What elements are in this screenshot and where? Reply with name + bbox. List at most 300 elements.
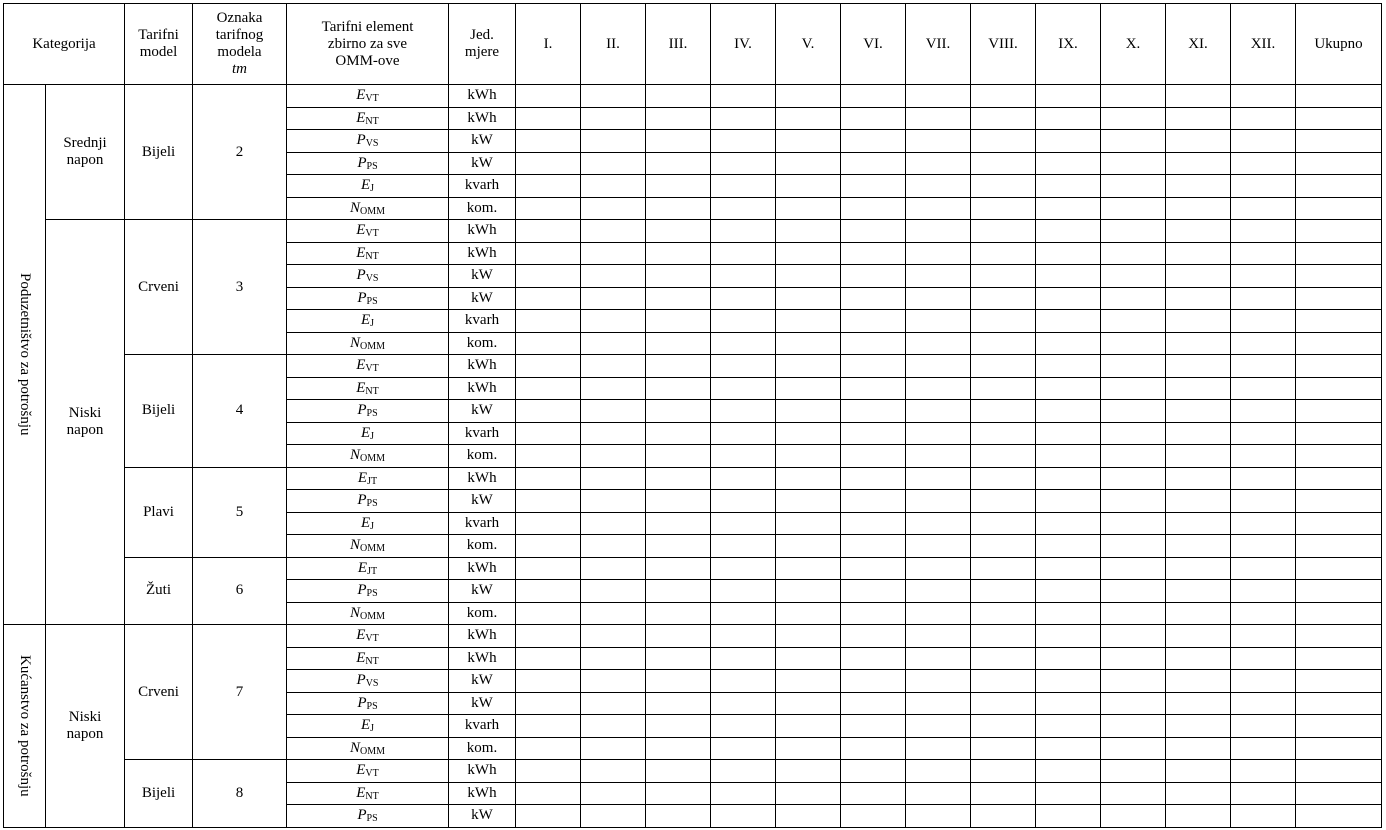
month-value-cell[interactable] <box>1231 692 1296 715</box>
month-value-cell[interactable] <box>711 332 776 355</box>
month-value-cell[interactable] <box>971 220 1036 243</box>
month-value-cell[interactable] <box>581 400 646 423</box>
month-value-cell[interactable] <box>1231 625 1296 648</box>
total-value-cell[interactable] <box>1296 400 1382 423</box>
month-value-cell[interactable] <box>711 580 776 603</box>
month-value-cell[interactable] <box>711 107 776 130</box>
month-value-cell[interactable] <box>971 400 1036 423</box>
month-value-cell[interactable] <box>646 782 711 805</box>
month-value-cell[interactable] <box>581 782 646 805</box>
month-value-cell[interactable] <box>841 647 906 670</box>
month-value-cell[interactable] <box>516 692 581 715</box>
month-value-cell[interactable] <box>971 422 1036 445</box>
month-value-cell[interactable] <box>971 377 1036 400</box>
month-value-cell[interactable] <box>1101 467 1166 490</box>
month-value-cell[interactable] <box>1101 692 1166 715</box>
total-value-cell[interactable] <box>1296 220 1382 243</box>
month-value-cell[interactable] <box>906 152 971 175</box>
month-value-cell[interactable] <box>1036 265 1101 288</box>
month-value-cell[interactable] <box>1036 625 1101 648</box>
month-value-cell[interactable] <box>581 220 646 243</box>
month-value-cell[interactable] <box>646 512 711 535</box>
month-value-cell[interactable] <box>581 580 646 603</box>
month-value-cell[interactable] <box>1101 715 1166 738</box>
total-value-cell[interactable] <box>1296 310 1382 333</box>
month-value-cell[interactable] <box>906 805 971 828</box>
month-value-cell[interactable] <box>1166 152 1231 175</box>
total-value-cell[interactable] <box>1296 580 1382 603</box>
month-value-cell[interactable] <box>1231 107 1296 130</box>
month-value-cell[interactable] <box>776 107 841 130</box>
month-value-cell[interactable] <box>971 490 1036 513</box>
month-value-cell[interactable] <box>516 625 581 648</box>
month-value-cell[interactable] <box>906 107 971 130</box>
month-value-cell[interactable] <box>841 197 906 220</box>
month-value-cell[interactable] <box>906 355 971 378</box>
month-value-cell[interactable] <box>646 737 711 760</box>
month-value-cell[interactable] <box>516 512 581 535</box>
month-value-cell[interactable] <box>646 85 711 108</box>
month-value-cell[interactable] <box>1231 242 1296 265</box>
month-value-cell[interactable] <box>646 107 711 130</box>
month-value-cell[interactable] <box>841 535 906 558</box>
month-value-cell[interactable] <box>776 130 841 153</box>
month-value-cell[interactable] <box>516 580 581 603</box>
month-value-cell[interactable] <box>1101 805 1166 828</box>
month-value-cell[interactable] <box>971 557 1036 580</box>
month-value-cell[interactable] <box>646 445 711 468</box>
month-value-cell[interactable] <box>776 467 841 490</box>
month-value-cell[interactable] <box>1101 220 1166 243</box>
month-value-cell[interactable] <box>971 445 1036 468</box>
month-value-cell[interactable] <box>1036 220 1101 243</box>
month-value-cell[interactable] <box>646 175 711 198</box>
month-value-cell[interactable] <box>841 152 906 175</box>
month-value-cell[interactable] <box>646 265 711 288</box>
month-value-cell[interactable] <box>581 805 646 828</box>
total-value-cell[interactable] <box>1296 265 1382 288</box>
month-value-cell[interactable] <box>841 445 906 468</box>
month-value-cell[interactable] <box>581 85 646 108</box>
month-value-cell[interactable] <box>1231 647 1296 670</box>
month-value-cell[interactable] <box>776 220 841 243</box>
month-value-cell[interactable] <box>646 602 711 625</box>
month-value-cell[interactable] <box>1036 580 1101 603</box>
month-value-cell[interactable] <box>776 670 841 693</box>
month-value-cell[interactable] <box>1166 805 1231 828</box>
month-value-cell[interactable] <box>776 580 841 603</box>
month-value-cell[interactable] <box>1101 602 1166 625</box>
month-value-cell[interactable] <box>971 580 1036 603</box>
month-value-cell[interactable] <box>646 310 711 333</box>
month-value-cell[interactable] <box>906 332 971 355</box>
month-value-cell[interactable] <box>1101 265 1166 288</box>
month-value-cell[interactable] <box>841 287 906 310</box>
month-value-cell[interactable] <box>841 130 906 153</box>
month-value-cell[interactable] <box>841 265 906 288</box>
month-value-cell[interactable] <box>711 467 776 490</box>
month-value-cell[interactable] <box>971 152 1036 175</box>
month-value-cell[interactable] <box>1101 512 1166 535</box>
month-value-cell[interactable] <box>1166 197 1231 220</box>
month-value-cell[interactable] <box>711 625 776 648</box>
month-value-cell[interactable] <box>841 670 906 693</box>
month-value-cell[interactable] <box>581 332 646 355</box>
total-value-cell[interactable] <box>1296 760 1382 783</box>
month-value-cell[interactable] <box>1231 805 1296 828</box>
month-value-cell[interactable] <box>1036 445 1101 468</box>
month-value-cell[interactable] <box>1036 107 1101 130</box>
month-value-cell[interactable] <box>1036 805 1101 828</box>
month-value-cell[interactable] <box>1101 152 1166 175</box>
month-value-cell[interactable] <box>581 422 646 445</box>
month-value-cell[interactable] <box>906 737 971 760</box>
month-value-cell[interactable] <box>776 535 841 558</box>
month-value-cell[interactable] <box>516 422 581 445</box>
total-value-cell[interactable] <box>1296 557 1382 580</box>
month-value-cell[interactable] <box>646 355 711 378</box>
month-value-cell[interactable] <box>516 265 581 288</box>
month-value-cell[interactable] <box>1231 422 1296 445</box>
month-value-cell[interactable] <box>516 175 581 198</box>
month-value-cell[interactable] <box>906 670 971 693</box>
total-value-cell[interactable] <box>1296 692 1382 715</box>
total-value-cell[interactable] <box>1296 715 1382 738</box>
month-value-cell[interactable] <box>1036 670 1101 693</box>
month-value-cell[interactable] <box>841 400 906 423</box>
month-value-cell[interactable] <box>1231 85 1296 108</box>
month-value-cell[interactable] <box>1166 625 1231 648</box>
month-value-cell[interactable] <box>711 400 776 423</box>
month-value-cell[interactable] <box>971 602 1036 625</box>
month-value-cell[interactable] <box>906 535 971 558</box>
month-value-cell[interactable] <box>711 490 776 513</box>
month-value-cell[interactable] <box>971 85 1036 108</box>
month-value-cell[interactable] <box>646 422 711 445</box>
month-value-cell[interactable] <box>1166 535 1231 558</box>
month-value-cell[interactable] <box>776 422 841 445</box>
month-value-cell[interactable] <box>1101 422 1166 445</box>
month-value-cell[interactable] <box>1166 422 1231 445</box>
month-value-cell[interactable] <box>1166 737 1231 760</box>
month-value-cell[interactable] <box>906 175 971 198</box>
month-value-cell[interactable] <box>1101 85 1166 108</box>
month-value-cell[interactable] <box>906 400 971 423</box>
month-value-cell[interactable] <box>1036 332 1101 355</box>
month-value-cell[interactable] <box>906 287 971 310</box>
month-value-cell[interactable] <box>711 602 776 625</box>
month-value-cell[interactable] <box>1231 557 1296 580</box>
month-value-cell[interactable] <box>1166 85 1231 108</box>
month-value-cell[interactable] <box>516 535 581 558</box>
month-value-cell[interactable] <box>1101 625 1166 648</box>
month-value-cell[interactable] <box>581 152 646 175</box>
total-value-cell[interactable] <box>1296 377 1382 400</box>
total-value-cell[interactable] <box>1296 197 1382 220</box>
month-value-cell[interactable] <box>711 287 776 310</box>
total-value-cell[interactable] <box>1296 467 1382 490</box>
month-value-cell[interactable] <box>1166 490 1231 513</box>
month-value-cell[interactable] <box>1101 670 1166 693</box>
month-value-cell[interactable] <box>516 557 581 580</box>
month-value-cell[interactable] <box>646 625 711 648</box>
month-value-cell[interactable] <box>1036 535 1101 558</box>
total-value-cell[interactable] <box>1296 535 1382 558</box>
month-value-cell[interactable] <box>841 580 906 603</box>
month-value-cell[interactable] <box>581 287 646 310</box>
month-value-cell[interactable] <box>1166 467 1231 490</box>
month-value-cell[interactable] <box>776 152 841 175</box>
month-value-cell[interactable] <box>1231 445 1296 468</box>
month-value-cell[interactable] <box>516 805 581 828</box>
total-value-cell[interactable] <box>1296 490 1382 513</box>
month-value-cell[interactable] <box>516 107 581 130</box>
month-value-cell[interactable] <box>776 715 841 738</box>
month-value-cell[interactable] <box>1166 175 1231 198</box>
total-value-cell[interactable] <box>1296 782 1382 805</box>
month-value-cell[interactable] <box>581 355 646 378</box>
month-value-cell[interactable] <box>1101 107 1166 130</box>
month-value-cell[interactable] <box>646 647 711 670</box>
month-value-cell[interactable] <box>516 445 581 468</box>
month-value-cell[interactable] <box>776 737 841 760</box>
month-value-cell[interactable] <box>776 287 841 310</box>
month-value-cell[interactable] <box>516 377 581 400</box>
month-value-cell[interactable] <box>971 715 1036 738</box>
total-value-cell[interactable] <box>1296 332 1382 355</box>
month-value-cell[interactable] <box>646 130 711 153</box>
month-value-cell[interactable] <box>1231 130 1296 153</box>
month-value-cell[interactable] <box>1231 220 1296 243</box>
month-value-cell[interactable] <box>1166 602 1231 625</box>
month-value-cell[interactable] <box>581 490 646 513</box>
month-value-cell[interactable] <box>1036 490 1101 513</box>
month-value-cell[interactable] <box>776 760 841 783</box>
month-value-cell[interactable] <box>711 715 776 738</box>
month-value-cell[interactable] <box>906 490 971 513</box>
month-value-cell[interactable] <box>1166 692 1231 715</box>
month-value-cell[interactable] <box>646 332 711 355</box>
month-value-cell[interactable] <box>776 490 841 513</box>
month-value-cell[interactable] <box>581 557 646 580</box>
month-value-cell[interactable] <box>841 760 906 783</box>
month-value-cell[interactable] <box>711 805 776 828</box>
month-value-cell[interactable] <box>906 197 971 220</box>
total-value-cell[interactable] <box>1296 737 1382 760</box>
month-value-cell[interactable] <box>906 647 971 670</box>
month-value-cell[interactable] <box>906 760 971 783</box>
month-value-cell[interactable] <box>1166 220 1231 243</box>
month-value-cell[interactable] <box>1101 400 1166 423</box>
month-value-cell[interactable] <box>1101 490 1166 513</box>
month-value-cell[interactable] <box>711 355 776 378</box>
month-value-cell[interactable] <box>581 602 646 625</box>
month-value-cell[interactable] <box>711 130 776 153</box>
month-value-cell[interactable] <box>906 265 971 288</box>
month-value-cell[interactable] <box>581 242 646 265</box>
month-value-cell[interactable] <box>971 670 1036 693</box>
month-value-cell[interactable] <box>1231 197 1296 220</box>
month-value-cell[interactable] <box>971 107 1036 130</box>
month-value-cell[interactable] <box>1036 197 1101 220</box>
month-value-cell[interactable] <box>646 557 711 580</box>
month-value-cell[interactable] <box>776 242 841 265</box>
month-value-cell[interactable] <box>1166 445 1231 468</box>
month-value-cell[interactable] <box>841 557 906 580</box>
month-value-cell[interactable] <box>711 85 776 108</box>
month-value-cell[interactable] <box>1231 490 1296 513</box>
month-value-cell[interactable] <box>1036 130 1101 153</box>
month-value-cell[interactable] <box>646 805 711 828</box>
month-value-cell[interactable] <box>841 107 906 130</box>
month-value-cell[interactable] <box>776 400 841 423</box>
month-value-cell[interactable] <box>581 715 646 738</box>
month-value-cell[interactable] <box>581 265 646 288</box>
month-value-cell[interactable] <box>581 647 646 670</box>
total-value-cell[interactable] <box>1296 670 1382 693</box>
month-value-cell[interactable] <box>841 805 906 828</box>
month-value-cell[interactable] <box>711 377 776 400</box>
month-value-cell[interactable] <box>1231 287 1296 310</box>
month-value-cell[interactable] <box>1231 400 1296 423</box>
month-value-cell[interactable] <box>906 85 971 108</box>
month-value-cell[interactable] <box>516 85 581 108</box>
month-value-cell[interactable] <box>711 152 776 175</box>
total-value-cell[interactable] <box>1296 85 1382 108</box>
month-value-cell[interactable] <box>971 310 1036 333</box>
total-value-cell[interactable] <box>1296 242 1382 265</box>
month-value-cell[interactable] <box>841 512 906 535</box>
month-value-cell[interactable] <box>1166 287 1231 310</box>
month-value-cell[interactable] <box>1101 580 1166 603</box>
month-value-cell[interactable] <box>971 782 1036 805</box>
month-value-cell[interactable] <box>581 670 646 693</box>
month-value-cell[interactable] <box>1231 715 1296 738</box>
month-value-cell[interactable] <box>516 737 581 760</box>
month-value-cell[interactable] <box>1166 265 1231 288</box>
month-value-cell[interactable] <box>1166 400 1231 423</box>
month-value-cell[interactable] <box>1101 310 1166 333</box>
month-value-cell[interactable] <box>646 220 711 243</box>
month-value-cell[interactable] <box>711 557 776 580</box>
month-value-cell[interactable] <box>581 692 646 715</box>
month-value-cell[interactable] <box>711 220 776 243</box>
month-value-cell[interactable] <box>516 310 581 333</box>
month-value-cell[interactable] <box>1036 467 1101 490</box>
month-value-cell[interactable] <box>906 512 971 535</box>
month-value-cell[interactable] <box>1166 242 1231 265</box>
month-value-cell[interactable] <box>1231 670 1296 693</box>
month-value-cell[interactable] <box>1166 760 1231 783</box>
month-value-cell[interactable] <box>1036 512 1101 535</box>
month-value-cell[interactable] <box>516 602 581 625</box>
month-value-cell[interactable] <box>1101 332 1166 355</box>
month-value-cell[interactable] <box>1101 287 1166 310</box>
month-value-cell[interactable] <box>1036 242 1101 265</box>
month-value-cell[interactable] <box>646 377 711 400</box>
month-value-cell[interactable] <box>906 580 971 603</box>
month-value-cell[interactable] <box>776 310 841 333</box>
month-value-cell[interactable] <box>711 670 776 693</box>
month-value-cell[interactable] <box>516 715 581 738</box>
month-value-cell[interactable] <box>776 602 841 625</box>
month-value-cell[interactable] <box>971 512 1036 535</box>
month-value-cell[interactable] <box>711 242 776 265</box>
month-value-cell[interactable] <box>841 467 906 490</box>
month-value-cell[interactable] <box>1166 580 1231 603</box>
month-value-cell[interactable] <box>841 242 906 265</box>
month-value-cell[interactable] <box>1036 400 1101 423</box>
month-value-cell[interactable] <box>581 445 646 468</box>
month-value-cell[interactable] <box>841 782 906 805</box>
month-value-cell[interactable] <box>711 197 776 220</box>
month-value-cell[interactable] <box>516 670 581 693</box>
total-value-cell[interactable] <box>1296 287 1382 310</box>
month-value-cell[interactable] <box>516 400 581 423</box>
month-value-cell[interactable] <box>711 265 776 288</box>
month-value-cell[interactable] <box>841 332 906 355</box>
month-value-cell[interactable] <box>1231 602 1296 625</box>
month-value-cell[interactable] <box>516 332 581 355</box>
month-value-cell[interactable] <box>906 715 971 738</box>
month-value-cell[interactable] <box>1231 512 1296 535</box>
total-value-cell[interactable] <box>1296 512 1382 535</box>
month-value-cell[interactable] <box>1231 737 1296 760</box>
month-value-cell[interactable] <box>906 220 971 243</box>
month-value-cell[interactable] <box>1036 355 1101 378</box>
total-value-cell[interactable] <box>1296 422 1382 445</box>
month-value-cell[interactable] <box>1231 310 1296 333</box>
month-value-cell[interactable] <box>711 422 776 445</box>
month-value-cell[interactable] <box>776 197 841 220</box>
month-value-cell[interactable] <box>971 287 1036 310</box>
total-value-cell[interactable] <box>1296 152 1382 175</box>
month-value-cell[interactable] <box>906 692 971 715</box>
month-value-cell[interactable] <box>1036 760 1101 783</box>
month-value-cell[interactable] <box>1036 287 1101 310</box>
month-value-cell[interactable] <box>1231 580 1296 603</box>
month-value-cell[interactable] <box>646 670 711 693</box>
month-value-cell[interactable] <box>971 535 1036 558</box>
month-value-cell[interactable] <box>711 760 776 783</box>
month-value-cell[interactable] <box>776 265 841 288</box>
month-value-cell[interactable] <box>971 625 1036 648</box>
month-value-cell[interactable] <box>841 377 906 400</box>
month-value-cell[interactable] <box>841 220 906 243</box>
month-value-cell[interactable] <box>1231 265 1296 288</box>
month-value-cell[interactable] <box>1036 422 1101 445</box>
month-value-cell[interactable] <box>646 400 711 423</box>
month-value-cell[interactable] <box>971 760 1036 783</box>
month-value-cell[interactable] <box>971 265 1036 288</box>
month-value-cell[interactable] <box>1231 175 1296 198</box>
month-value-cell[interactable] <box>581 535 646 558</box>
month-value-cell[interactable] <box>971 805 1036 828</box>
total-value-cell[interactable] <box>1296 130 1382 153</box>
month-value-cell[interactable] <box>1101 377 1166 400</box>
month-value-cell[interactable] <box>1231 377 1296 400</box>
month-value-cell[interactable] <box>516 355 581 378</box>
month-value-cell[interactable] <box>646 580 711 603</box>
month-value-cell[interactable] <box>711 782 776 805</box>
month-value-cell[interactable] <box>581 625 646 648</box>
month-value-cell[interactable] <box>1166 647 1231 670</box>
month-value-cell[interactable] <box>841 490 906 513</box>
month-value-cell[interactable] <box>841 625 906 648</box>
month-value-cell[interactable] <box>1166 377 1231 400</box>
month-value-cell[interactable] <box>516 647 581 670</box>
month-value-cell[interactable] <box>1166 557 1231 580</box>
